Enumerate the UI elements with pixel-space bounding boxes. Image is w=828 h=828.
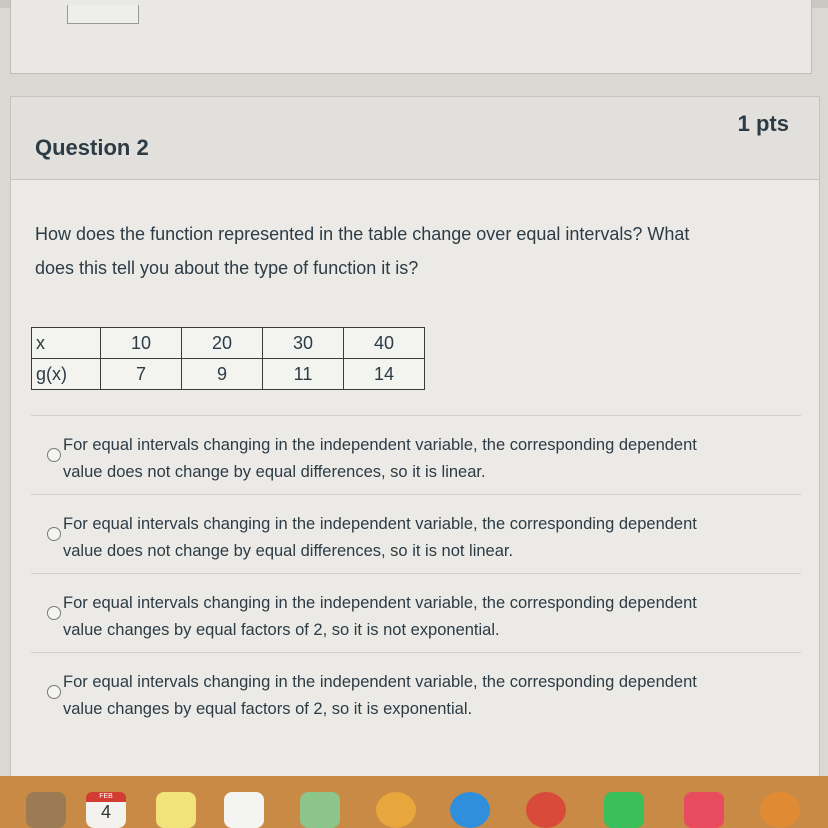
calendar-icon[interactable] — [86, 792, 126, 828]
calendar-month: FEB — [86, 792, 126, 802]
table-header-g: g(x) — [32, 359, 101, 390]
answer-text-line-2: value changes by equal factors of 2, so it is not exponential. — [63, 621, 500, 639]
answer-text-line-1: For equal intervals changing in the independent variable, the corresponding dependent — [63, 515, 697, 533]
answer-text-line-1: For equal intervals changing in the independent variable, the corresponding dependent — [63, 673, 697, 691]
question-prompt — [35, 217, 795, 285]
table-cell: 7 — [101, 359, 182, 390]
radio-button[interactable] — [47, 685, 61, 699]
answer-text-line-2: value does not change by equal differences, so it is not linear. — [63, 542, 514, 560]
radio-button[interactable] — [47, 448, 61, 462]
finder-icon[interactable] — [26, 792, 66, 828]
answer-option-4[interactable] — [31, 652, 801, 731]
notes-icon[interactable] — [156, 792, 196, 828]
answer-text[interactable] — [63, 432, 783, 486]
calendar-day: 4 — [100, 802, 111, 822]
previous-answer-box[interactable] — [67, 5, 139, 24]
books-icon[interactable] — [760, 792, 800, 828]
previous-question-card — [10, 0, 812, 74]
answer-text-line-2: value does not change by equal differences, so it is linear. — [63, 463, 486, 481]
answer-option-2[interactable] — [31, 494, 801, 573]
safari-icon[interactable] — [450, 792, 490, 828]
photos-icon[interactable] — [376, 792, 416, 828]
radio-button[interactable] — [47, 606, 61, 620]
table-cell: 20 — [182, 328, 263, 359]
answer-text-line-1: For equal intervals changing in the independent variable, the corresponding dependent — [63, 594, 697, 612]
answer-text-line-1: For equal intervals changing in the independent variable, the corresponding dependent — [63, 436, 697, 454]
facetime-icon[interactable] — [604, 792, 644, 828]
table-cell: 40 — [344, 328, 425, 359]
answer-option-3[interactable] — [31, 573, 801, 652]
answer-text[interactable] — [63, 590, 783, 644]
answer-text[interactable] — [63, 669, 783, 723]
question-points: 1 pts — [737, 111, 789, 136]
function-table — [31, 327, 425, 390]
chrome-icon[interactable] — [526, 792, 566, 828]
table-cell: 9 — [182, 359, 263, 390]
answer-list — [31, 415, 801, 731]
maps-icon[interactable] — [300, 792, 340, 828]
answer-text-line-2: value changes by equal factors of 2, so it is exponential. — [63, 700, 473, 718]
answer-text[interactable] — [63, 511, 783, 565]
music-icon[interactable] — [684, 792, 724, 828]
question-prompt-line-2: does this tell you about the type of function it is? — [35, 258, 419, 278]
question-title: Question 2 — [35, 135, 149, 160]
reminders-icon[interactable] — [224, 792, 264, 828]
question-header — [11, 97, 819, 180]
question-card — [10, 96, 820, 778]
table-cell: 10 — [101, 328, 182, 359]
dock — [0, 776, 828, 828]
table-row-g — [32, 359, 425, 390]
radio-button[interactable] — [47, 527, 61, 541]
table-cell: 11 — [263, 359, 344, 390]
answer-option-1[interactable] — [31, 415, 801, 494]
table-header-x: x — [32, 328, 101, 359]
question-prompt-line-1: How does the function represented in the table change over equal intervals? What — [35, 224, 690, 244]
table-cell: 30 — [263, 328, 344, 359]
table-row-x — [32, 328, 425, 359]
table-cell: 14 — [344, 359, 425, 390]
